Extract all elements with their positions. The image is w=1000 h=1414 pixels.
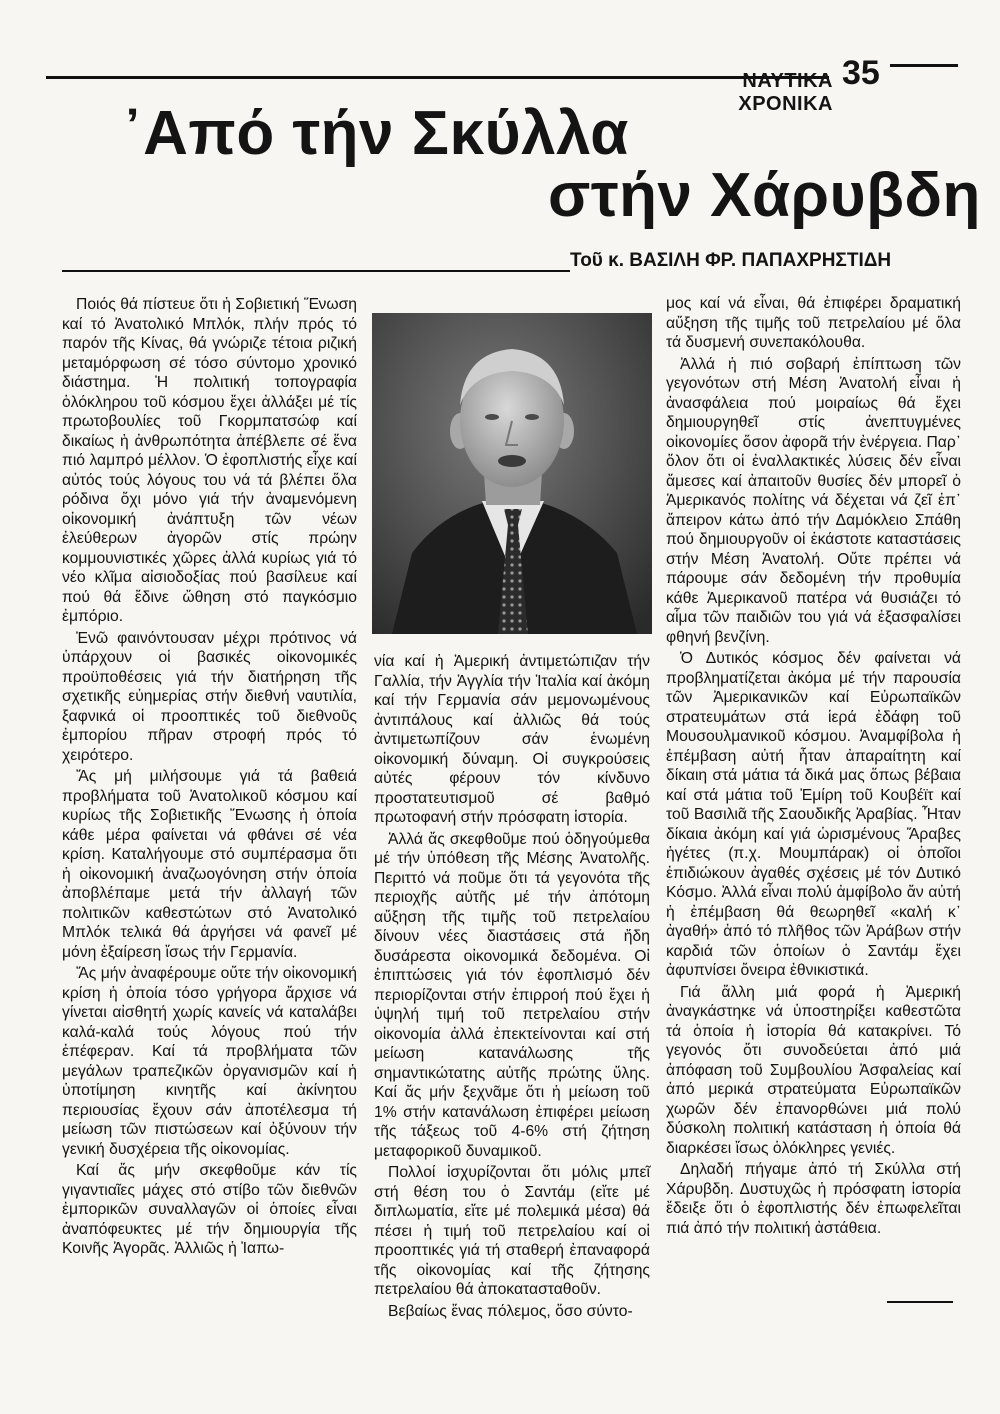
paragraph: Ἀλλά ἡ πιό σοβαρή ἐπίπτωση τῶν γεγονότων στή Μέση Ἀνατολή εἶναι ἡ ἀνασφάλεια πού μοιραίως θά ἔχει δημιουργηθεῖ στίς ἀνεπτυγμένες οἰκονομίες ὅσον ἀφορᾶ τήν ἐνέργεια. Παρ᾿ ὅλον ὅτι οἱ ἐναλλακτικές λύσεις δέν εἶναι ἄμεσες καί ἀπαιτοῦν θυσίες δέν μπορεῖ ὁ Ἀμερικανός πολίτης νά δέχεται νά ζεῖ ἐπ᾿ ἄπειρον κάτω ἀπό τήν Δαμόκλειο Σπάθη πού δημιουργοῦν οἱ ἑκάστοτε καταστάσεις στήν Μέση Ἀνατολή. Οὔτε πρέπει νά πάρουμε σάν δεδομένη τήν προθυμία κάθε Ἀμερικανοῦ πατέρα νά θυσιάζει τό αἷμα τῶν παιδιῶν του γιά νά ἐξασφαλίσει φθηνή βενζίνη.	[666, 355, 961, 646]
paragraph: Δηλαδή πήγαμε ἀπό τή Σκύλλα στή Χάρυβδη. Δυστυχῶς ἡ πρόσφατη ἱστορία ἔδειξε ὅτι ὁ ἐφοπλιστής δέν ἐπωφελεῖται πιά ἀπό τήν πολιτική ἀστάθεια.	[666, 1161, 961, 1237]
byline-rule	[62, 270, 570, 272]
byline: Τοῦ κ. ΒΑΣΙΛΗ ΦΡ. ΠΑΠΑΧΡΗΣΤΙΔΗ	[570, 250, 892, 271]
paragraph: Ἄς μή μιλήσουμε γιά τά βαθειά προβλήματα τοῦ Ἀνατολικοῦ κόσμου καί κυρίως τῆς Σοβιετικῆς Ἕνωσης ἡ ὁποία κάθε μέρα φαίνεται νά φθάνει σέ νέα κρίση. Καταλήγουμε στό συμπέρασμα ὅτι ἡ οἰκονομική ἀναζωογόνηση στήν ὁποία ἀποβλέπαμε μετά τήν ἀλλαγή τῶν πολιτικῶν καθεστώτων στό Ἀνατολικό Μπλόκ τελικά θά ἀργήσει νά φανεῖ μέ μόνη ἐξαίρεση ἴσως τήν Γερμανία.	[62, 768, 357, 961]
author-photo	[372, 313, 652, 634]
article-title-line1: ᾿Από τήν Σκύλλα	[122, 99, 629, 168]
article-title-line2: στήν Χάρυβδη	[548, 161, 981, 230]
magazine-name: ΝΑΥΤΙΚΑ ΧΡΟΝΙΚΑ	[738, 70, 833, 115]
header-rule-right	[890, 64, 958, 67]
text-column-2	[374, 652, 650, 1323]
paragraph: μος καί νά εἶναι, θά ἐπιφέρει δραματική αὔξηση τῆς τιμῆς τοῦ πετρελαίου μέ ὅλα τά δυσμενή συνεπακόλουθα.	[666, 295, 961, 351]
paragraph: Ὁ Δυτικός κόσμος δέν φαίνεται νά προβληματίζεται ἀκόμα μέ τήν παρουσία τῶν Ἀμερικανικῶν καί Εὐρωπαϊκῶν στρατευμάτων στά ἱερά ἐδάφη τοῦ Μουσουλμανικοῦ κόσμου. Ἀναμφίβολα ἡ ἐπέμβαση αὐτή ἦταν ἀπαραίτητη καί δίκαιη στά μάτια τά δικά μας ὅπως βέβαια καί στά μάτια τοῦ Ἐμίρη τοῦ Κουβέϊτ καί τοῦ Βασιλιᾶ τῆς Σαουδικῆς Ἀραβίας. Ἦταν δίκαια ἀκόμη καί γιά ὡρισμένους Ἄραβες ἡγέτες (π.χ. Μουμπάρακ) οἱ ὁποῖοι ἐπιδιώκουν ἀγαθές σχέσεις μέ τόν Δυτικό Κόσμο. Ἀλλά εἶναι πολύ ἀμφίβολο ἄν αὐτή ἡ ἐπέμβαση θά θεωρηθεῖ «καλή κ᾿ ἀγαθή» ἀπό τό πλῆθος τῶν Ἀράβων στήν καρδιά τῶν ὁποίων ὁ Σαντάμ ἔχει ἀφυπνίσει ὄνειρα ἐθνικιστικά.	[666, 650, 961, 979]
paragraph: Ἀλλά ἄς σκεφθοῦμε πού ὁδηγούμεθα μέ τήν ὑπόθεση τῆς Μέσης Ἀνατολῆς. Περιττό νά ποῦμε ὅτι τά γεγονότα τῆς περιοχῆς αὐτῆς μέ τήν ἀπότομη αὔξηση τῆς τιμῆς τοῦ πετρελαίου δίνουν νέες διαστάσεις στά ἤδη δυσάρεστα οἰκονομικά δεδομένα. Οἱ ἐπιπτώσεις γιά τόν ἐφοπλισμό δέν περιορίζονται στήν ἐπιρροή πού ἔχει ἡ ὑψηλή τιμή τοῦ πετρελαίου στήν οἰκονομία ἀλλά ἐπεκτείνονται καί στή μείωση κατανάλωσης τῆς σημαντικώτατης αὐτῆς πρώτης ὕλης. Καί ἄς μήν ξεχνᾶμε ὅτι ἡ μείωση τοῦ 1% στήν κατανάλωση ἐπιφέρει μείωση τῆς τάξεως τοῦ 4-6% στή ζήτηση μεταφορικοῦ δυναμικοῦ.	[374, 830, 650, 1160]
paragraph: Ἐνῶ φαινόντουσαν μέχρι πρότινος νά ὑπάρχουν οἱ βασικές οἰκονομικές προϋποθέσεις γιά τήν διατήρηση τῆς σχετικῆς εὐημερίας στήν διεθνή ναυτιλία, ξαφνικά οἱ προοπτικές τοῦ διεθνοῦς ἐμπορίου πῆραν στροφή πρός τό χειρότερο.	[62, 629, 357, 764]
paragraph: Καί ἄς μήν σκεφθοῦμε κάν τίς γιγαντιαῖες μάχες στό στίβο τῶν διεθνῶν ἐμπορικῶν συναλλαγῶν οἱ ὁποίες εἶναι ἀναπόφευκτες μέ τήν δημιουργία τῆς Κοινῆς Ἀγορᾶς. Ἀλλιῶς ἡ Ἰαπω-	[62, 1162, 357, 1257]
article-end-rule	[887, 1301, 953, 1303]
text-column-3	[666, 294, 961, 1240]
page-number: 35	[842, 54, 880, 92]
paragraph: Γιά ἄλλη μιά φορά ἡ Ἀμερική ἀναγκάστηκε νά ὑποστηρίξει καθεστῶτα τά ὁποία ἡ ἱστορία θά κατακρίνει. Τό γεγονός ὅτι συνοδεύεται ἀπό μιά ἀπόφαση τοῦ Συμβουλίου Ἀσφαλείας καί ἀπό μερικά στρατεύματα Εὐρωπαϊκῶν χωρῶν δέν ἐπανορθώνει μιά πολύ δύσκολη πολιτική κατάσταση ἡ ὁποία θά διαρκέσει ἴσως ὁλόκληρες γενιές.	[666, 983, 961, 1157]
paragraph: Ἄς μήν ἀναφέρουμε οὔτε τήν οἰκονομική κρίση ἡ ὁποία τόσο γρήγορα ἄρχισε νά γίνεται αἰσθητή χωρίς κανείς νά καταλάβει καλά-καλά τούς λόγους πού τήν ἐπέφεραν. Καί τά προβλήματα τῶν μεγάλων τραπεζικῶν ὀργανισμῶν καί ἡ ὑποτίμηση κινητῆς καί ἀκίνητου περιουσίας ἔχουν σάν ἀποτέλεσμα τή μείωση τῶν πιστώσεων καί ὀξύνουν τήν γενική δυσχέρεια τῆς οἰκονομίας.	[62, 965, 357, 1158]
paragraph: νία καί ἡ Ἀμερική ἀντιμετώπιζαν τήν Γαλλία, τήν Ἀγγλία τήν Ἰταλία καί ἀκόμη καί τήν Γερμανία σάν μεμονωμένους ἀντιπάλους καί ἀλλιῶς θά τούς ἀντιμετωπίζουν σάν ἑνωμένη οἰκονομική δύναμη. Οἱ συγκρούσεις αὐτές φέρουν τόν κίνδυνο προστατευτισμοῦ σέ βαθμό πρωτοφανή στήν πρόσφατη ἱστορία.	[374, 653, 650, 826]
text-column-1	[62, 295, 357, 1261]
portrait-image	[372, 313, 652, 634]
paragraph: Ποιός θά πίστευε ὅτι ἡ Σοβιετική Ἕνωση καί τό Ἀνατολικό Μπλόκ, πλήν πρός τό παρόν τῆς Κίνας, θά γνώριζε τέτοια ριζική μεταμόρφωση σέ τόσο σύντομο χρονικό διάστημα. Ἡ πολιτική τοπογραφία ὁλόκληρου τοῦ κόσμου ἔχει ἀλλάξει μέ τίς πρωτοβουλίες τοῦ Γκορμπατσώφ καί δικαίως ἡ ἀνθρωπότητα ἀπέβλεπε σέ ἕνα πιό λαμπρό μέλλον. Ὁ ἐφοπλιστής εἶχε καί αὐτός τούς λόγους του νά τά βλέπει ὅλα ρόδινα ὄχι μόνο γιά τήν ἀναμενόμενη οἰκονομική ἀνάπτυξη τῶν νέων ἐλεύθερων ἀγορῶν στίς πρώην κομμουνιστικές χῶρες ἀλλά κυρίως γιά τό νέο κλῖμα αἰσιοδοξίας πού βασίλευε καί πού θά ἔδινε ὤθηση στό παγκόσμιο ἐμπόριο.	[62, 296, 357, 625]
paragraph: Πολλοί ἰσχυρίζονται ὅτι μόλις μπεῖ στή θέση του ὁ Σαντάμ (εἴτε μέ διπλωματία, εἴτε μέ πολεμικά μέσα) θά πέσει ἡ τιμή τοῦ πετρελαίου καί οἱ προοπτικές γιά τή σταθερή ἐπαναφορά τῆς οἰκονομίας καί τῆς ζήτησης πετρελαίου θά ἀποκατασταθοῦν.	[374, 1164, 650, 1298]
paragraph: Βεβαίως ἕνας πόλεμος, ὅσο σύντο-	[388, 1302, 633, 1320]
